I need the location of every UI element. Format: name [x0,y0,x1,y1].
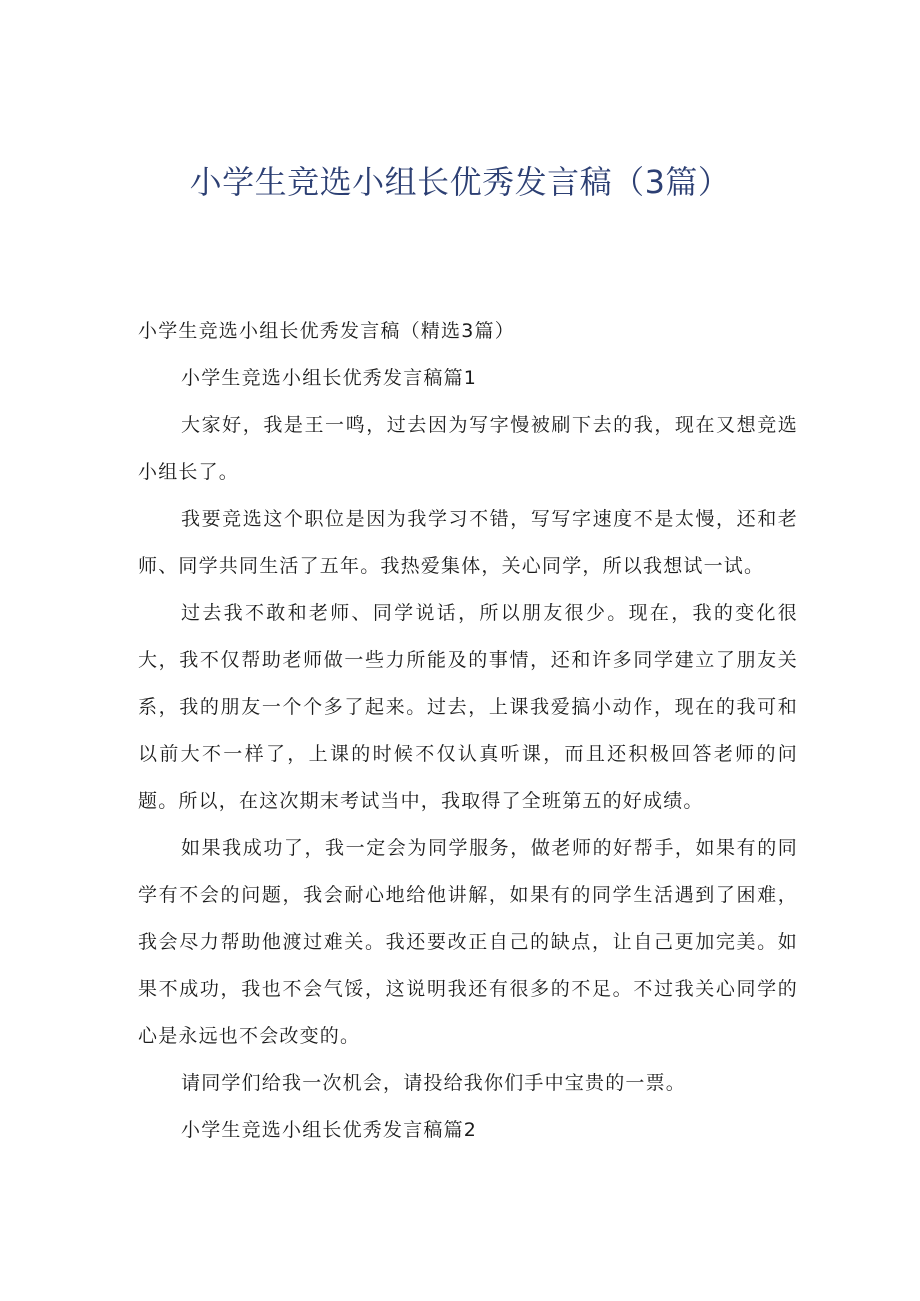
document-body [138,308,798,1154]
intro-line: 小学生竞选小组长优秀发言稿（精选3篇） [138,320,515,342]
section-heading-1: 小学生竞选小组长优秀发言稿篇1 [181,367,478,389]
paragraph: 请同学们给我一次机会，请投给我你们手中宝贵的一票。 [181,1072,687,1094]
paragraph: 如果我成功了，我一定会为同学服务，做老师的好帮手，如果有的同学有不会的问题，我会耐心地给他讲解，如果有的同学生活遇到了困难，我会尽力帮助他渡过难关。我还要改正自己的缺点，让自己更加完美。如果不成功，我也不会气馁，这说明我还有很多的不足。不过我关心同学的心是永远也不会改变的。 [138,837,798,1047]
section-heading-2: 小学生竞选小组长优秀发言稿篇2 [181,1119,478,1141]
document-title: 小学生竞选小组长优秀发言稿（3篇） [189,163,731,201]
paragraph: 我要竞选这个职位是因为我学习不错，写写字速度不是太慢，还和老师、同学共同生活了五年。我热爱集体，关心同学，所以我想试一试。 [138,508,798,577]
paragraph: 大家好，我是王一鸣，过去因为写字慢被刷下去的我，现在又想竞选小组长了。 [138,414,798,483]
paragraph: 过去我不敢和老师、同学说话，所以朋友很少。现在，我的变化很大，我不仅帮助老师做一些力所能及的事情，还和许多同学建立了朋友关系，我的朋友一个个多了起来。过去，上课我爱搞小动作，现在的我可和以前大不一样了，上课的时候不仅认真听课，而且还积极回答老师的问题。所以，在这次期末考试当中，我取得了全班第五的好成绩。 [138,602,798,812]
